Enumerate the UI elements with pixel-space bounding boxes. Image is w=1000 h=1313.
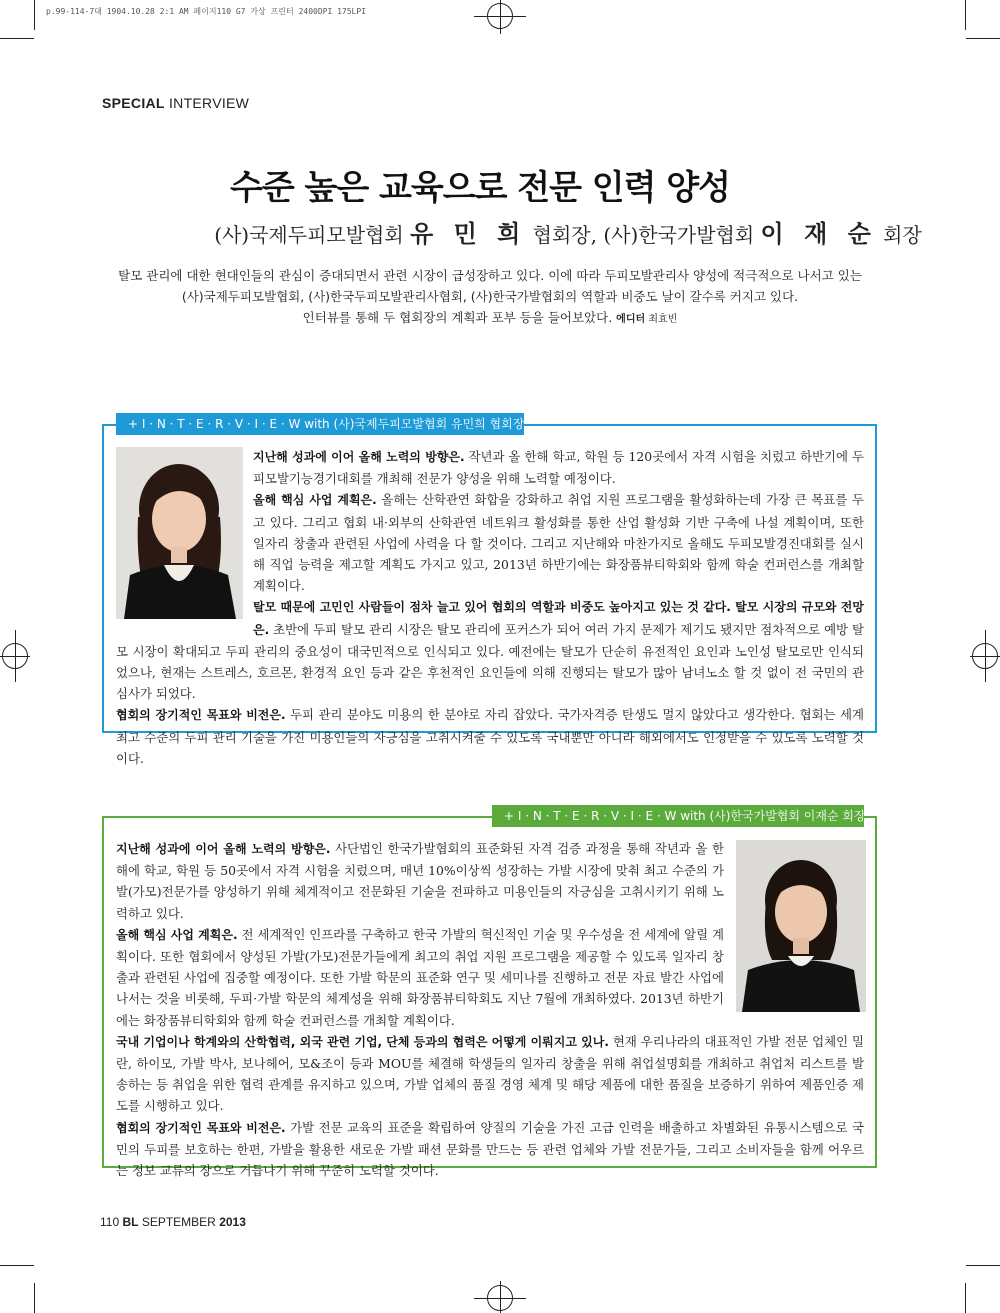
subtitle-name2: 이 재 순 bbox=[760, 220, 877, 248]
answer: 가발 전문 교육의 표준을 확립하여 양질의 기술을 가진 고급 인력을 배출하고 차별화된 유통시스템으로 국민의 두피를 보호하는 한편, 가발을 활용한 새로운 가발 패션 문화를 만드는 등 관련 업체와 가발 전문가들, 그리고 소비자들을 함께 어우르는 정보 교류의 장으로 거듭나기 위해 꾸준히 노력할 것이다. bbox=[116, 1119, 864, 1179]
qa-paragraph bbox=[116, 1117, 864, 1182]
issue-year: 2013 bbox=[219, 1215, 246, 1229]
crop-mark bbox=[966, 38, 1000, 39]
photo-spacer bbox=[724, 838, 864, 1014]
crop-mark bbox=[966, 1265, 1000, 1266]
question: 협회의 장기적인 목표와 비전은. bbox=[116, 1120, 286, 1135]
lead-line-text: 인터뷰를 통해 두 협회장의 계획과 포부 등을 들어보았다. bbox=[302, 310, 613, 325]
answer: 두피 관리 분야도 미용의 한 분야로 자리 잡았다. 국가자격증 탄생도 멀지 않았다고 생각한다. 협회는 세계 최고 수준의 두피 관리 기술을 가진 미용인들의 자긍심을 고취시켜줄 수 있도록 국내뿐만 아니라 해외에서도 인정받을 수 있도록 노력할 것이다. bbox=[116, 707, 864, 766]
qa-paragraph bbox=[116, 1031, 864, 1117]
lead-line: 탈모 관리에 대한 현대인들의 관심이 증대되면서 관련 시장이 급성장하고 있다. 이에 따라 두피모발관리사 양성에 적극적으로 나서고 있는 bbox=[118, 268, 862, 283]
question: 협회의 장기적인 목표와 비전은. bbox=[116, 708, 286, 723]
section-label-rest: INTERVIEW bbox=[164, 95, 250, 111]
crop-mark bbox=[0, 38, 34, 39]
lead-paragraph bbox=[100, 265, 880, 330]
page-number: 110 bbox=[100, 1215, 120, 1229]
question: 올해 핵심 사업 계획은. bbox=[116, 927, 238, 942]
question: 탈모 때문에 고민인 사람들이 점차 늘고 있어 협회의 역할과 비중도 높아지고 있는 것 같다. 탈모 시장의 규모와 전망은. bbox=[253, 600, 864, 637]
registration-line bbox=[15, 630, 16, 682]
lead-line bbox=[100, 307, 880, 330]
subtitle-role1: 협회장, bbox=[526, 223, 604, 247]
subtitle-role2: 회장 bbox=[876, 223, 922, 247]
print-info: p.99-114-7대 1904.10.28 2:1 AM 페이지110 G7 가상 프린터 2400DPI 175LPI bbox=[46, 7, 367, 16]
page-footer bbox=[100, 1215, 246, 1229]
article-title: 수준 높은 교육으로 전문 인력 양성 bbox=[230, 168, 730, 208]
answer: 올해는 산학관연 화합을 강화하고 취업 지원 프로그램을 활성화하는데 가장 큰 목표를 두고 있다. 그리고 협회 내·외부의 산학관연 네트워크 활성화를 통한 산업 활성화 기반 구축에 나설 계획이며, 또한 일자리 창출과 관련된 사업에 사력을 다 할 것이다. 그리고 지난해와 마찬가지로 올해도 두피모발경진대회를 실시해 직업 능력을 제고할 계획도 가지고 있고, 2013년 하반기에는 화장품뷰티학회와 함께 학술 컨퍼런스를 개최할 계획이다. bbox=[253, 492, 864, 594]
interview-2-body bbox=[116, 838, 864, 1181]
section-label-bold: SPECIAL bbox=[102, 95, 165, 111]
question: 지난해 성과에 이어 올해 노력의 방향은. bbox=[116, 842, 331, 856]
interview-tab-1: + I · N · T · E · R · V · I · E · W with (사)국제두피모발협회 유민희 협회장 bbox=[116, 413, 524, 435]
registration-line bbox=[985, 630, 986, 682]
article-subtitle bbox=[0, 214, 1000, 249]
lead-line: (사)국제두피모발협회, (사)한국두피모발관리사협회, (사)한국가발협회의 역할과 비중도 날이 갈수록 커지고 있다. bbox=[181, 289, 799, 304]
crop-mark bbox=[34, 0, 35, 30]
subtitle-org1: (사)국제두피모발협회 bbox=[214, 223, 411, 247]
crop-mark bbox=[0, 1265, 34, 1266]
editor-credit bbox=[616, 314, 677, 325]
interview-tab-2: + I · N · T · E · R · V · I · E · W with (사)한국가발협회 이재순 회장 bbox=[492, 805, 864, 827]
magazine-name: BL bbox=[122, 1215, 139, 1229]
answer: 사단법인 한국가발협회의 표준화된 자격 검증 과정을 통해 작년과 올 한해에 학교, 학원 등 50곳에서 자격 시험을 치렀으며, 매년 10%이상씩 성장하는 가발 시장에 맞춰 최고 수준의 가발(가모)전문가를 양성하기 위해 체계적이고 전문화된 기술을 전파하고 미용인들의 자긍심을 고취시키기 위해 노력하고 있다. bbox=[116, 841, 725, 921]
subtitle-name1: 유 민 희 bbox=[410, 220, 527, 248]
answer: 작년과 올 한해 학교, 학원 등 120곳에서 자격 시험을 치렀고 하반기에 두피모발기능경기대회를 개최해 전문가 양성을 위해 노력할 예정이다. bbox=[253, 449, 865, 487]
crop-mark bbox=[965, 1283, 966, 1313]
section-label bbox=[102, 95, 249, 111]
editor-label: 에디터 bbox=[616, 314, 646, 325]
photo-spacer bbox=[116, 446, 253, 620]
subtitle-org2: (사)한국가발협회 bbox=[603, 223, 761, 247]
question: 올해 핵심 사업 계획은. bbox=[253, 493, 377, 508]
question: 국내 기업이나 학계와의 산학협력, 외국 관련 기업, 단체 등과의 협력은 어떻게 이뤄지고 있나. bbox=[116, 1034, 609, 1049]
question: 지난해 성과에 이어 올해 노력의 방향은. bbox=[253, 450, 465, 464]
answer: 전 세계적인 인프라를 구축하고 한국 가발의 혁신적인 기술 및 우수성을 전 세계에 알릴 계획이다. 또한 협회에서 양성된 가발(가모)전문가들에게 최고의 취업 지원 프로그램을 제공할 수 있도록 일자리 창출과 관련된 사업에 집중할 예정이다. 또한 가발 학문의 표준화 연구 및 세미나를 진행하고 전문 자료 발간 사업에 나서는 것을 비롯해, 두피·가발 학문의 체계성을 위해 화장품뷰티학회도 지난 7월에 개최하였다. 2013년 하반기에는 화장품뷰티학회와 함께 학술 컨퍼런스를 개최할 계획이다. bbox=[116, 926, 724, 1028]
issue-month: SEPTEMBER bbox=[141, 1215, 216, 1229]
interview-1-body bbox=[116, 446, 864, 769]
crop-mark bbox=[965, 0, 966, 30]
crop-mark bbox=[34, 1283, 35, 1313]
registration-line bbox=[500, 1281, 501, 1313]
registration-line bbox=[500, 0, 501, 34]
qa-paragraph bbox=[116, 704, 864, 769]
answer: 현재 우리나라의 대표적인 가발 전문 업체인 밀란, 하이모, 가발 박사, 보나헤어, 모&조이 등과 MOU를 체결해 학생들의 일자리 창출을 위해 취업설명회를 개최하고 취업처 리스트를 발송하는 등 취업을 위한 협력 관계를 유지하고 있으며, 가발 업체의 품질 경영 체계 및 해당 제품에 대한 품질을 보증하기 위하여 제품인증 제도를 시행하고 있다. bbox=[116, 1033, 864, 1114]
answer: 초반에 두피 탈모 관리 시장은 탈모 관리에 포커스가 되어 여러 가지 문제가 제기도 됐지만 점차적으로 예방 탈모 시장이 확대되고 두피 관리의 중요성이 대국민적으로 인식되고 있다. 예전에는 탈모가 단순히 유전적인 요인과 노인성 탈모로만 인식되었으나, 현재는 스트레스, 호르몬, 환경적 요인 등과 같은 후천적인 요인들에 의해 진행되는 탈모가 많아 남녀노소 할 것 없이 전 국민의 관심사가 되었다. bbox=[116, 621, 864, 702]
editor-name: 최효빈 bbox=[648, 314, 678, 325]
